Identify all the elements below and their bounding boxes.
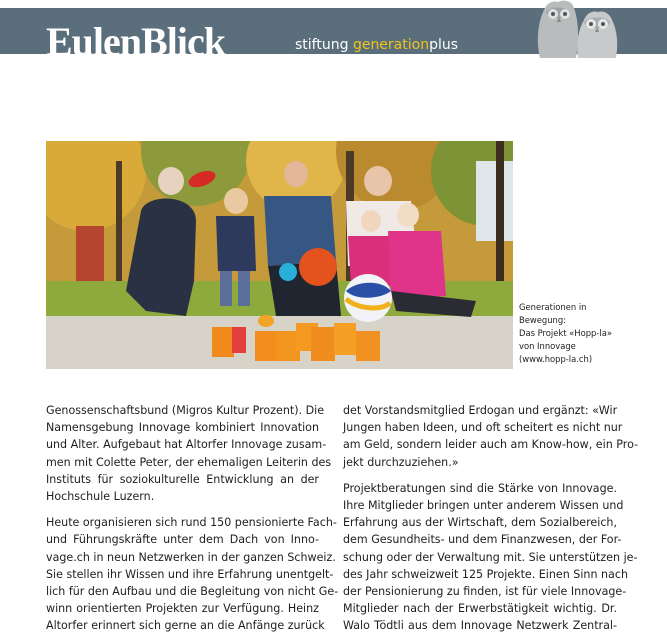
paragraph — [46, 402, 332, 505]
text-line: winn orientierten Projekten zur Verfügung. Heinz — [46, 602, 319, 616]
text-line: und Führungskräfte unter dem Dach von Inno- — [46, 533, 319, 547]
article-column-left — [46, 402, 339, 644]
text-line: vage.ch in neun Netzwerken in der ganzen Schweiz. — [46, 550, 336, 564]
text-line: Projektberatungen sind die Stärke von Innovage. — [343, 481, 617, 495]
text-line: des Jahr schweizweit 125 Projekte. Einen Sinn nach — [343, 567, 628, 581]
text-line: Namensgebung Innovage kombiniert Innovation — [46, 421, 319, 435]
text-line: Jungen haben Ideen, und oft scheitert es nicht nur — [343, 421, 623, 435]
text-line: det Vorstandsmitglied Erdogan und ergänzt: «Wir — [343, 404, 618, 417]
text-line: men mit Colette Peter, der ehemaligen Leiterin des — [46, 455, 332, 469]
text-line: Ihre Mitglieder bringen unter anderem Wissen und — [343, 499, 624, 513]
text-line: Hochschule Luzern. — [46, 490, 155, 504]
text-line: Mitglieder nach der Erwerbstätigkeit wichtig. Dr. — [343, 602, 617, 616]
photo-caption — [519, 301, 639, 366]
caption-line: Das Projekt «Hopp-la» — [519, 328, 612, 338]
text-line: Genossenschaftsbund (Migros Kultur Prozent). Die — [46, 404, 325, 417]
owl-figurines-icon — [532, 0, 620, 58]
caption-line: (www.hopp-la.ch) — [519, 354, 593, 364]
magazine-logo: EulenBlick — [46, 19, 225, 64]
paragraph — [46, 514, 339, 634]
text-line: lich für den Aufbau und die Begleitung von nicht Ge- — [46, 585, 339, 599]
text-line: dem Gesundheits- und dem Finanzwesen, der For- — [343, 533, 622, 547]
text-line: Altorfer erinnert sich gerne an die Anfänge zurück — [46, 619, 325, 633]
paragraph — [343, 480, 638, 635]
paragraph — [343, 402, 639, 471]
text-line: jekt durchzuziehen.» — [343, 455, 459, 469]
text-line: am Geld, sondern leider auch am Know-how, ein Pro- — [343, 438, 639, 452]
text-line: schung oder der Verwaltung mit. Sie unterstützen je- — [343, 550, 638, 564]
park-scene-image — [46, 141, 513, 369]
article-column-right — [343, 402, 639, 644]
caption-line: von Innovage — [519, 341, 576, 351]
text-line: Walo Tödtli aus dem Innovage Netzwerk Zentral- — [343, 619, 617, 633]
caption-line: Generationen in — [519, 302, 587, 312]
text-line: der Pensionierung zu finden, ist für viele Innovage- — [343, 585, 627, 599]
text-line: Instituts für soziokulturelle Entwicklung an der — [46, 472, 319, 486]
text-line: und Alter. Aufgebaut hat Altorfer Innovage zusam- — [46, 438, 327, 452]
text-line: Sie stellen ihr Wissen und ihre Erfahrung unentgelt- — [46, 567, 334, 581]
caption-line: Bewegung: — [519, 315, 566, 325]
publisher-name — [295, 37, 458, 53]
publisher-part-plus: plus — [429, 37, 459, 53]
publisher-part-stiftung: stiftung — [295, 37, 353, 53]
publisher-part-generation: generation — [352, 37, 430, 53]
text-line: Erfahrung aus der Wirtschaft, dem Sozialbereich, — [343, 516, 617, 530]
article-photo — [46, 141, 513, 369]
text-line: Heute organisieren sich rund 150 pensionierte Fach- — [46, 516, 337, 530]
